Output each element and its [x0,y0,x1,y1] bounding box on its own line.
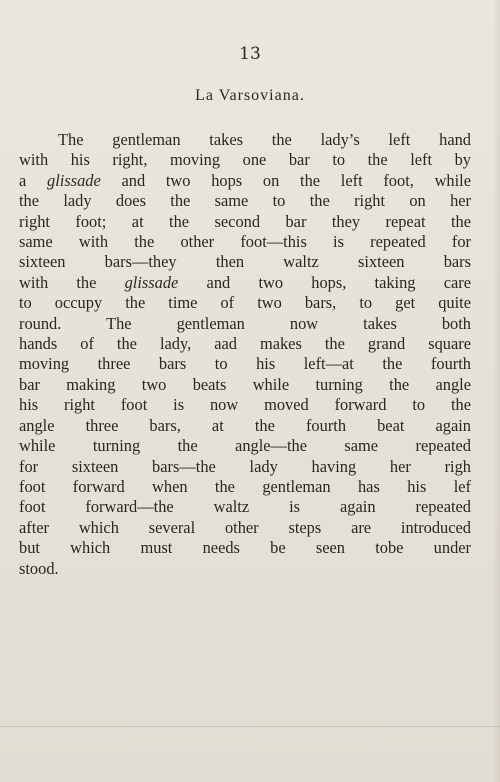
text-line [19,334,471,354]
text-line [19,314,471,334]
italic-term: glissade [124,272,179,292]
text-line [19,559,471,579]
page-number: 13 [239,44,261,64]
text-run: foot forward—the waltz is again repeated [19,497,471,517]
text-run: his right foot is now moved forward to the [19,395,471,415]
text-line [19,477,471,497]
text-run: but which must needs be seen tobe under [19,538,471,558]
text-run: the lady does the same to the right on her [19,191,471,211]
text-run: while turning the angle—the same repeated [19,436,471,456]
text-run: right foot; at the second bar they repeat the [19,211,471,231]
text-run: for sixteen bars—the lady having her righ [19,456,471,476]
text-line [19,150,471,170]
text-run: a [19,170,48,190]
body-paragraph [19,130,471,579]
text-run: The gentleman takes the lady’s left hand [58,130,471,149]
text-run: stood. [19,558,59,578]
text-line [19,232,471,252]
text-run: with his right, moving one bar to the left by [19,150,471,170]
text-line [19,457,471,477]
text-line [19,375,471,395]
text-line [19,191,471,211]
text-line [19,212,471,232]
text-line [19,252,471,272]
text-run: hands of the lady, aad makes the grand square [19,334,471,354]
text-run: with the [19,272,125,292]
text-run: and two hops on the left foot, while [100,170,472,190]
text-run: bar making two beats while turning the angle [19,374,471,394]
text-line [19,354,471,374]
text-run: to occupy the time of two bars, to get quite [19,293,471,313]
italic-term: glissade [47,170,101,190]
text-run: angle three bars, at the fourth beat again [19,415,471,435]
text-line [19,130,471,150]
text-line [19,171,471,191]
text-line [19,518,471,538]
text-run: moving three bars to his left—at the fourth [19,354,471,374]
text-run: round. The gentleman now takes both [19,313,471,333]
text-run: sixteen bars—they then waltz sixteen bars [19,252,471,272]
text-line [19,273,471,293]
text-line [19,395,471,415]
chapter-title: La Varsoviana. [195,87,305,104]
text-line [19,293,471,313]
page-edge-shadow [492,0,500,782]
text-line [19,538,471,558]
text-run: after which several other steps are introduced [19,517,471,537]
page-crease [0,726,500,727]
text-run: foot forward when the gentleman has his lef [19,476,471,496]
text-line [19,416,471,436]
text-run: and two hops, taking care [178,272,472,292]
text-run: same with the other foot—this is repeated for [19,232,471,252]
text-line [19,436,471,456]
text-line [19,497,471,517]
